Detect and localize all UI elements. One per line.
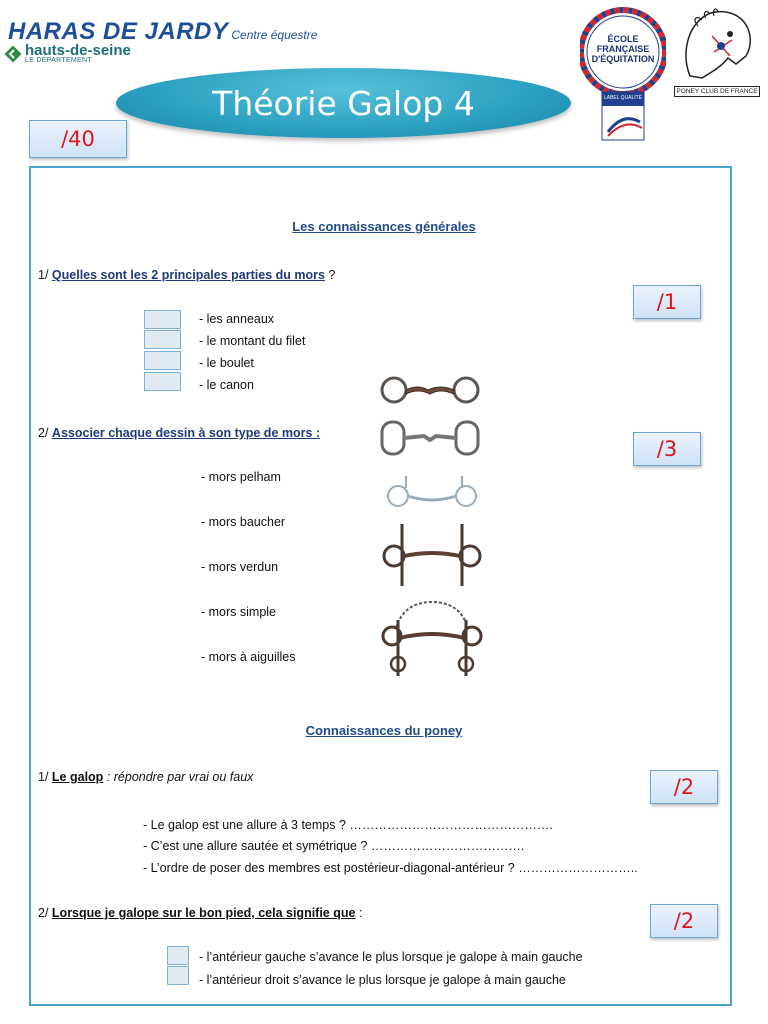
diamond-icon (4, 45, 22, 63)
score-q1-1: /1 (633, 285, 701, 319)
statement-allure-sautee: - C’est une allure sautée et symétrique ? ………………………………. (143, 839, 525, 853)
option-boulet: - le boulet (199, 356, 254, 370)
checkbox-canon[interactable] (144, 372, 181, 391)
option-baucher: - mors baucher (201, 515, 286, 529)
bit-image-3[interactable] (382, 470, 482, 516)
department-logo (4, 44, 131, 64)
total-score-box: /40 (29, 120, 127, 158)
bit-image-2[interactable] (378, 418, 482, 458)
question-1-1-text: Quelles sont les 2 principales parties du mors (51, 268, 325, 282)
checkbox-boulet[interactable] (144, 351, 181, 370)
option-anterieur-droit: - l’antérieur droit s’avance le plus lorsque je galope à main gauche (199, 973, 566, 987)
pony-head-icon (672, 6, 760, 86)
poney-club-text: PONEY CLUB DE FRANCE (674, 86, 760, 97)
efe-label-logo (580, 4, 666, 144)
question-2-1-label: Le galop (51, 770, 104, 784)
option-montant: - le montant du filet (199, 334, 306, 348)
checkbox-anneaux[interactable] (144, 310, 181, 329)
option-pelham: - mors pelham (201, 470, 281, 484)
score-q2-1: /2 (650, 770, 718, 804)
question-2-1: 1/ Le galop : répondre par vrai ou faux (38, 770, 254, 784)
department-subtitle: LE DÉPARTEMENT (25, 57, 92, 64)
brand-name: HARAS DE JARDY (8, 18, 229, 45)
bit-image-5[interactable] (378, 598, 486, 680)
page-title: Théorie Galop 4 (116, 68, 571, 138)
question-2-2-label: Lorsque je galope sur le bon pied, cela signifie que (51, 906, 356, 920)
section-general-heading: Les connaissances générales (292, 219, 476, 234)
brand-subtitle: Centre équestre (231, 28, 318, 42)
question-1-1: 1/ Quelles sont les 2 principales parties du mors ? (38, 268, 336, 282)
poney-club-logo (672, 6, 760, 98)
bit-image-1[interactable] (378, 372, 482, 408)
efe-rosette-icon (580, 4, 666, 144)
efe-text: ÉCOLE FRANÇAISE D'ÉQUITATION (591, 34, 655, 64)
section-pony-heading: Connaissances du poney (305, 723, 463, 738)
bit-image-4[interactable] (380, 522, 484, 588)
checkbox-montant[interactable] (144, 330, 181, 349)
efe-label-text: LABEL QUALITÉ (603, 95, 643, 101)
question-1-2-text: Associer chaque dessin à son type de mors : (51, 426, 321, 440)
score-q2-2: /2 (650, 904, 718, 938)
checkbox-anterieur-gauche[interactable] (167, 946, 189, 965)
department-name: hauts-de-seine (25, 42, 131, 59)
statement-ordre-membres: - L’ordre de poser des membres est postérieur-diagonal-antérieur ? ……………………….. (143, 861, 638, 875)
option-verdun: - mors verdun (201, 560, 279, 574)
score-q1-2: /3 (633, 432, 701, 466)
checkbox-anterieur-droit[interactable] (167, 966, 189, 985)
option-simple: - mors simple (201, 605, 277, 619)
statement-galop-3-temps: - Le galop est une allure à 3 temps ? …………………………………………. (143, 818, 553, 832)
question-2-2: 2/ Lorsque je galope sur le bon pied, cela signifie que : (38, 906, 363, 920)
option-anneaux: - les anneaux (199, 312, 275, 326)
option-aiguilles: - mors à aiguilles (201, 650, 296, 664)
question-1-2: 2/ Associer chaque dessin à son type de mors : (38, 426, 321, 440)
option-anterieur-gauche: - l’antérieur gauche s’avance le plus lorsque je galope à main gauche (199, 950, 583, 964)
option-canon: - le canon (199, 378, 254, 392)
